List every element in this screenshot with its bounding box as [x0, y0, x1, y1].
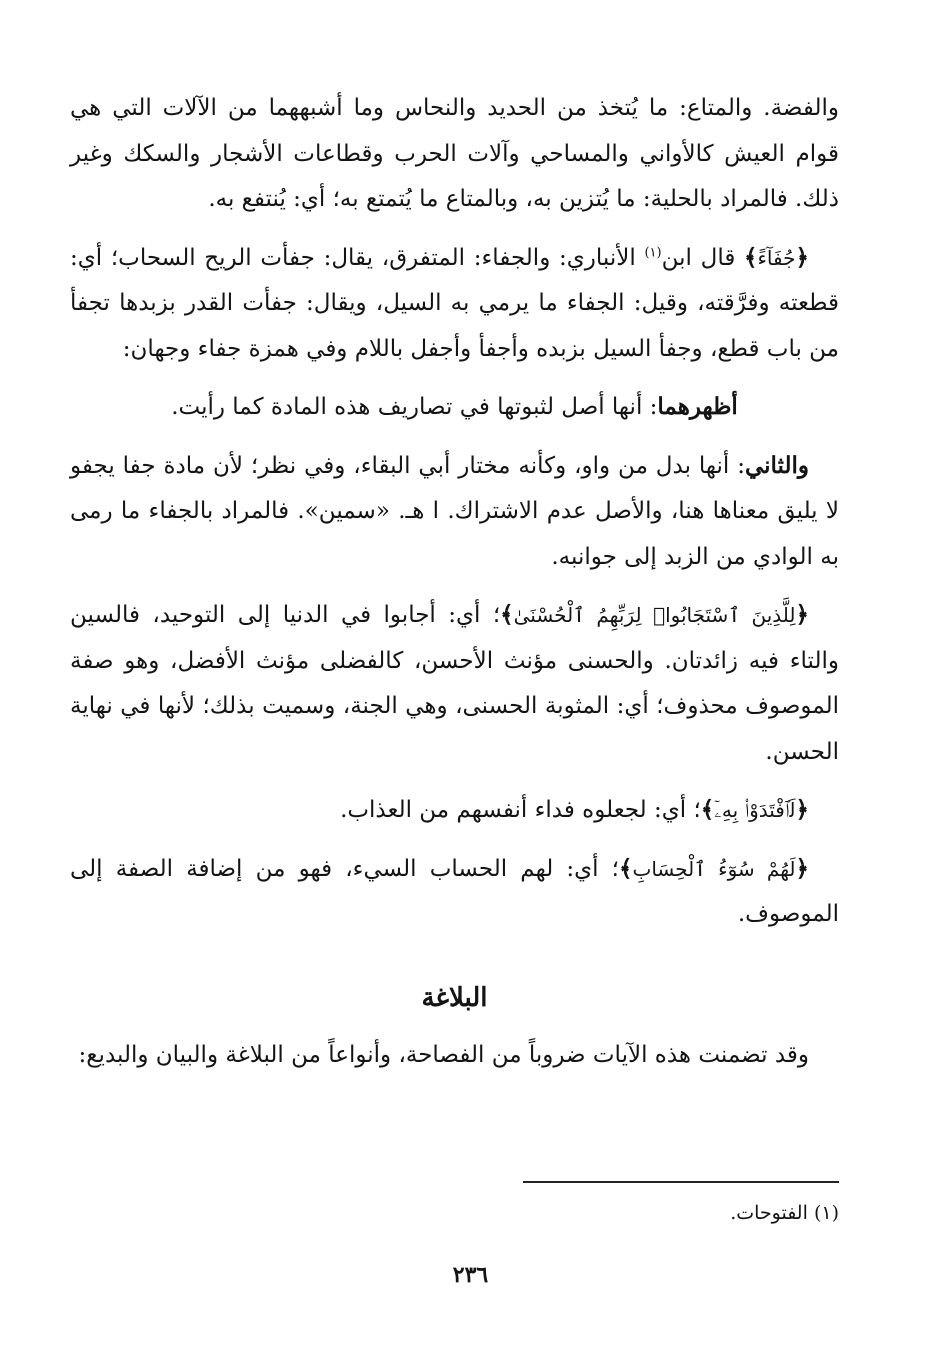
footnote-reference: (١) [644, 244, 662, 260]
paragraph-7 [70, 846, 839, 938]
quran-bracket-open: ﴿ [795, 854, 809, 882]
paragraph-8: وقد تضمنت هذه الآيات ضروباً من الفصاحة، وأنواعاً من البلاغة والبيان والبديع: [78, 1042, 809, 1068]
paragraph-3 [70, 384, 839, 431]
footnote-number: (١) [813, 1202, 839, 1224]
quran-quote: لَٱفْتَدَوْا۟ بِهِۦٓ [714, 798, 796, 822]
quran-quote: لَهُمْ سُوٓءُ ٱلْحِسَابِ [632, 856, 796, 881]
quran-bracket-open: ﴿ [795, 601, 809, 628]
quran-quote: لِلَّذِينَ ٱسْتَجَابُوا۟ لِرَبِّهِمُ ٱلْحُسْنَىٰ [513, 603, 796, 627]
quran-bracket-close: ﴾ [619, 854, 633, 882]
quran-bracket-close: ﴾ [700, 796, 715, 823]
paragraph-5 [70, 592, 839, 775]
quran-bracket-open: ﴿ [795, 243, 809, 271]
page-body [70, 86, 839, 1079]
footnote-text: الفتوحات. [730, 1202, 808, 1224]
paragraph-6-text: ؛ أي: لجعلوه فداء أنفسهم من العذاب. [340, 797, 701, 823]
paragraph-4 [70, 443, 839, 581]
term-bold: أظهرهما [657, 393, 738, 420]
paragraph-1: والفضة. والمتاع: ما يُتخذ من الحديد والنحاس وما أشبههما من الآلات التي هي قوام العيش كالأواني والمساحي وآلات الحرب وقطاعات الأشجار والسكك وغير ذلك. فالمراد بالحلية: ما يُتزين به، وبالمتاع ما يُتمتع به؛ أي: يُنتفع به. [70, 95, 839, 212]
paragraph-7-text: ؛ أي: لهم الحساب السيء، فهو من إضافة الصفة إلى الموصوف. [70, 855, 839, 927]
term-bold: والثاني [744, 451, 809, 479]
quran-quote: جُفَآءً [757, 245, 796, 270]
paragraph-2 [70, 235, 839, 373]
page-number: ٢٣٦ [452, 1262, 489, 1288]
footnote-divider [523, 1181, 839, 1183]
quran-bracket-close: ﴾ [500, 601, 514, 628]
paragraph-6 [70, 787, 839, 834]
section-heading: البلاغة [421, 982, 488, 1013]
paragraph-2-text-a: قال ابن [661, 244, 736, 271]
footnote [730, 1198, 839, 1228]
quran-bracket-open: ﴿ [795, 796, 809, 823]
paragraph-3-text: : أنها أصل لثبوتها في تصاريف هذه المادة كما رأيت. [171, 394, 658, 420]
paragraph-2-text-b: الأنباري: والجفاء: المتفرق، يقال: جفأت الريح السحاب؛ أي: قطعته وفرَّقته، وقيل: الجفاء ما يرمي به السيل، ويقال: جفأت القدر بزبدها تجفأ من باب قطع، وجفأ السيل بزبده وأجفأ وأجفل باللام وفي همزة جفاء وجهان: [70, 244, 839, 362]
paragraph-4-text: : أنها بدل من واو، وكأنه مختار أبي البقاء، وفي نظر؛ لأن مادة جفا يجفو لا يليق معناها هنا، والأصل عدم الاشتراك. ا هـ. «سمين». فالمراد بالجفاء ما رمى به الوادي من الزبد إلى جوانبه. [70, 452, 839, 570]
paragraph-5-text: ؛ أي: أجابوا في الدنيا إلى التوحيد، فالسين والتاء فيه زائدتان. والحسنى مؤنث الأحسن، كالفضلى مؤنث الأفضل، وهو صفة الموصوف محذوف؛ أي: المثوبة الحسنى، وهي الجنة، وسميت بذلك؛ لأنها في نهاية الحسن. [70, 602, 839, 765]
quran-bracket-close: ﴾ [744, 243, 758, 271]
